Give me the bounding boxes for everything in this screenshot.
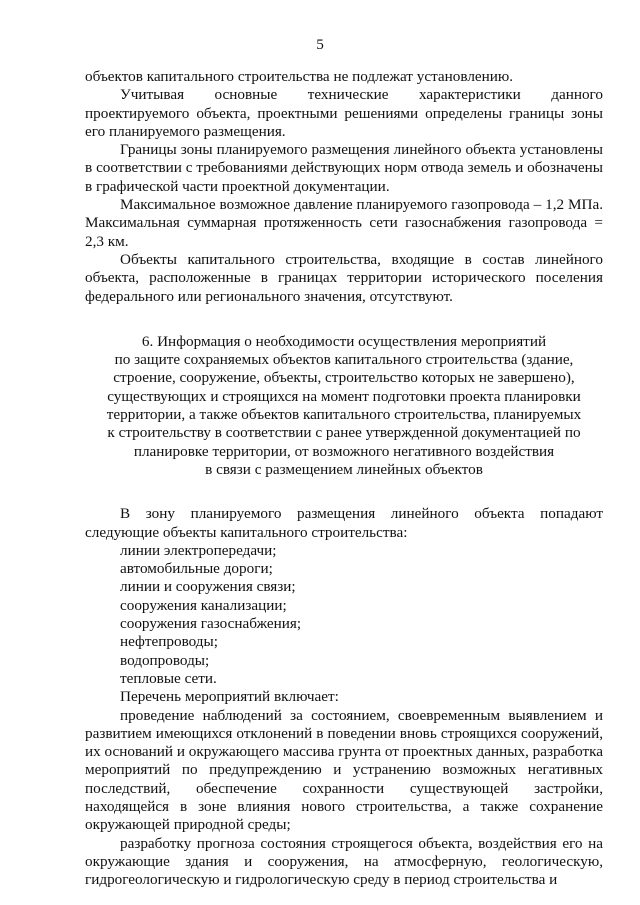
section-heading <box>85 333 603 479</box>
intro-paragraph: В зону планируемого размещения линейного объекта попадают следующие объекты капитального строительства: <box>85 505 603 541</box>
heading-line: планировке территории, от возможного негативного воздействия <box>133 442 555 460</box>
paragraph: Границы зоны планируемого размещения линейного объекта установлены в соответствии с требованиями действующих норм отвода земель и обозначены в графической части проектной документации. <box>85 141 603 195</box>
paragraph: Максимальное возможное давление планируемого газопровода – 1,2 МПа. Максимальная суммарная протяженность сети газоснабжения газопровода = 2,3 км. <box>85 196 603 250</box>
page-number: 5 <box>316 36 324 53</box>
list-item: линии электропередачи; <box>120 541 277 559</box>
measure-paragraph: проведение наблюдений за состоянием, своевременным выявлением и развитием имеющихся отклонений в поведении вновь строящихся сооружений, их оснований и окружающего массива грунта от проектных данных, разработка мероприятий по предупреждению и устранению возможных негативных последствий, обеспечение сохранности существующей застройки, находящейся в зоне влияния нового строительства, а также сохранение окружающей природной среды; <box>85 706 603 834</box>
paragraph: Объекты капитального строительства, входящие в состав линейного объекта, расположенные в границах территории исторического поселения федерального или регионального значения, отсутствуют. <box>85 250 603 305</box>
heading-line: территории, а также объектов капитального строительства, планируемых <box>106 406 582 424</box>
list-item: нефтепроводы; <box>120 633 218 651</box>
paragraph: объектов капитального строительства не подлежат установлению. <box>85 68 514 85</box>
heading-line: строение, сооружение, объекты, строительство которых не завершено), <box>113 369 575 387</box>
heading-line: 6. Информация о необходимости осуществления мероприятий <box>141 332 547 350</box>
list-item: водопроводы; <box>120 651 210 669</box>
heading-line: к строительству в соответствии с ранее утвержденной документацией по <box>107 424 581 442</box>
measures-title: Перечень мероприятий включает: <box>120 688 339 706</box>
list-item: тепловые сети. <box>120 669 217 687</box>
list-item: сооружения газоснабжения; <box>120 615 302 633</box>
heading-line: в связи с размещением линейных объектов <box>205 460 483 478</box>
measure-paragraph: разработку прогноза состояния строящегося объекта, воздействия его на окружающие здания и сооружения, на атмосферную, геологическую, гидрогеологическую и гидрологическую среду в период строительства и <box>85 834 603 889</box>
list-item: автомобильные дороги; <box>120 560 273 578</box>
heading-line: по защите сохраняемых объектов капитального строительства (здание, <box>114 351 574 369</box>
list-item: сооружения канализации; <box>120 596 287 614</box>
paragraph: Учитывая основные технические характеристики данного проектируемого объекта, проектными решениями определены границы зоны его планируемого размещения. <box>85 86 603 140</box>
list-item: линии и сооружения связи; <box>120 578 296 596</box>
document-body <box>85 68 603 889</box>
heading-line: существующих и строящихся на момент подготовки проекта планировки <box>107 387 581 405</box>
